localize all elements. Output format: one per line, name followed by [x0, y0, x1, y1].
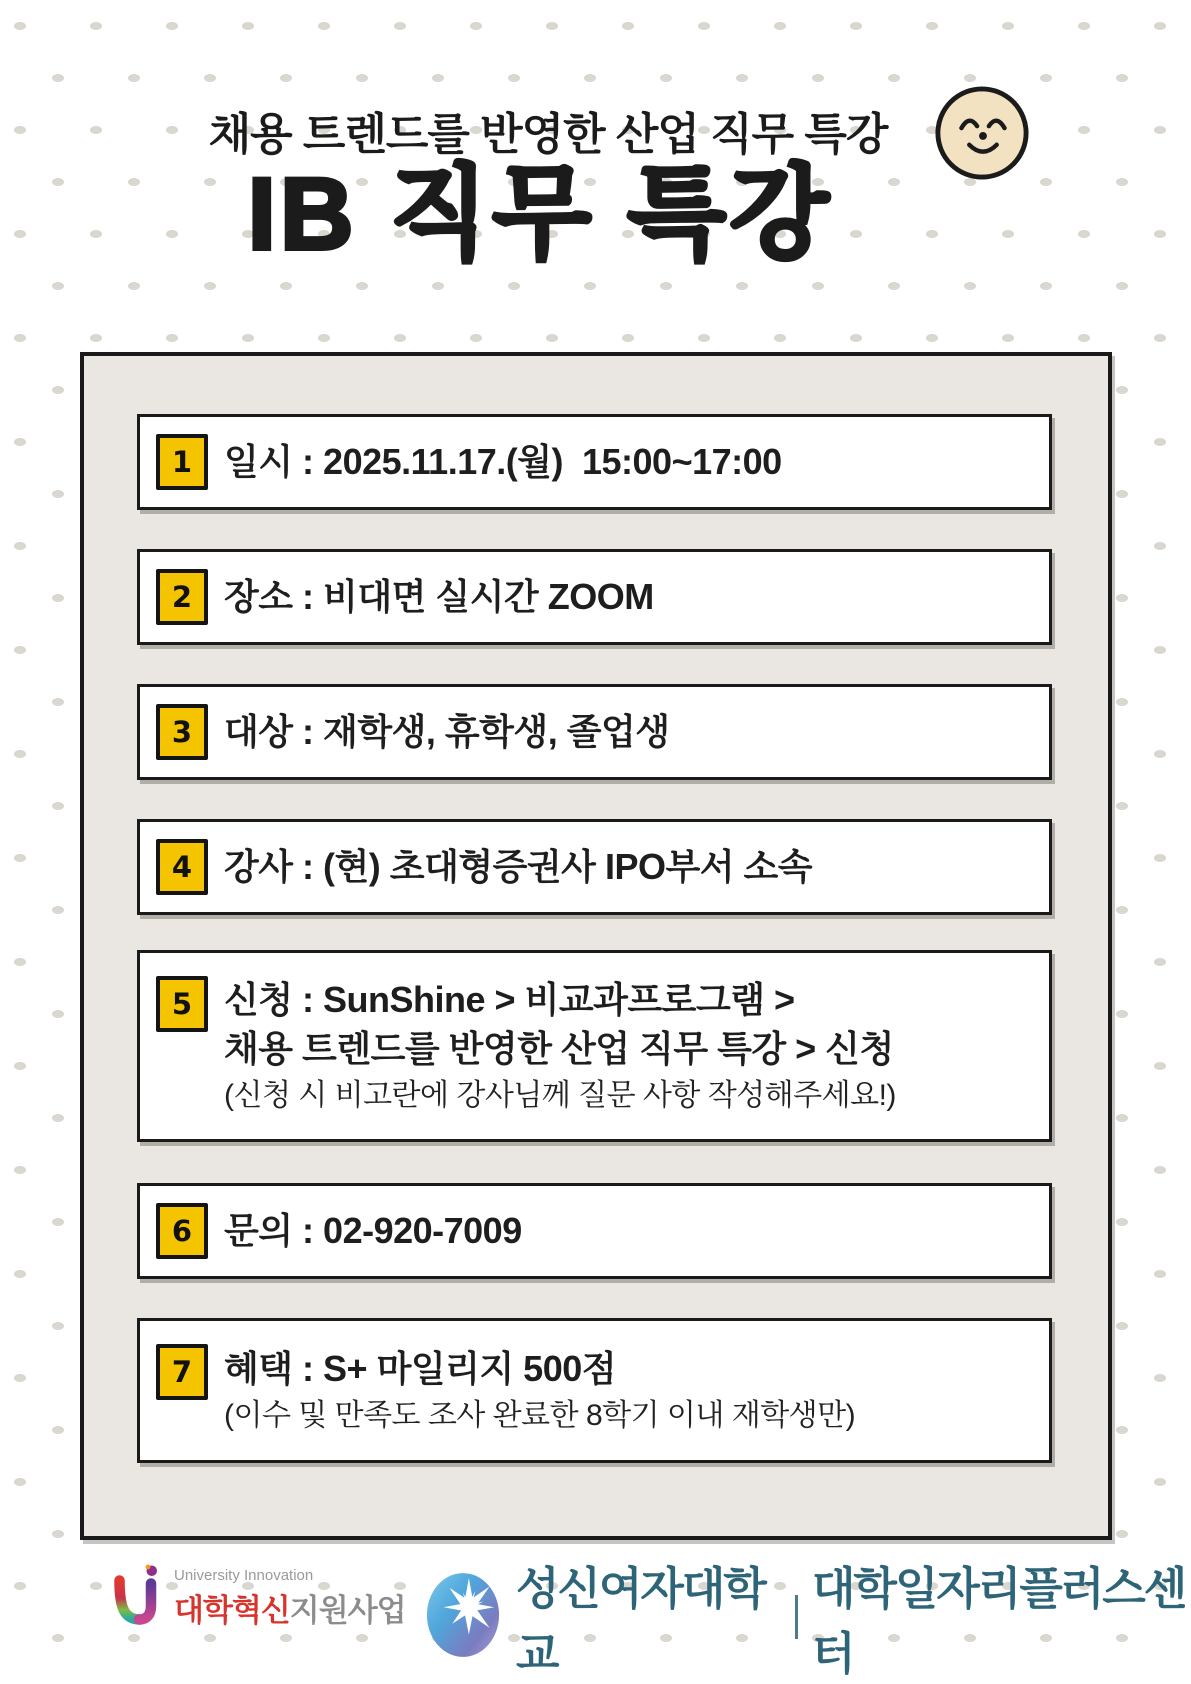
- text-line: 장소 : 비대면 실시간 ZOOM: [224, 576, 654, 618]
- item-5-text: [224, 975, 896, 1118]
- university-innovation-logo: [112, 1564, 406, 1632]
- item-4-number-badge: [156, 839, 208, 895]
- item-2-text: [224, 572, 654, 622]
- uip-logo-text-red: 대학혁신: [174, 1593, 290, 1628]
- item-6-text: [224, 1206, 522, 1256]
- uip-logo-text: [174, 1567, 406, 1632]
- item-7-number-badge: [156, 1344, 208, 1400]
- text-line: 일시 : 2025.11.17.(월) 15:00~17:00: [224, 441, 782, 483]
- badge-number: 1: [171, 445, 193, 479]
- info-panel: [80, 352, 1112, 1540]
- footer: [0, 1552, 1191, 1679]
- uip-logo-icon: [112, 1564, 166, 1632]
- sungshin-text: [516, 1552, 1191, 1682]
- badge-number: 4: [171, 850, 193, 884]
- text-line: 혜택 : S+ 마일리지 500점: [224, 1347, 617, 1389]
- text-line-note: (신청 시 비고란에 강사님께 질문 사항 작성해주세요!): [224, 1078, 896, 1112]
- item-5-number-badge: [156, 976, 208, 1032]
- item-3-text: [224, 707, 670, 757]
- info-box-contact: [137, 1183, 1052, 1279]
- footer-divider: [795, 1595, 798, 1639]
- sungshin-univ-name: 성신여자대학교: [516, 1563, 765, 1679]
- item-2-number-badge: [156, 569, 208, 625]
- badge-number: 2: [171, 580, 193, 614]
- badge-number: 3: [171, 715, 193, 749]
- info-box-target: [137, 684, 1052, 780]
- item-3-number-badge: [156, 704, 208, 760]
- badge-number: 5: [171, 987, 193, 1021]
- badge-number: 7: [171, 1355, 193, 1389]
- text-line: 채용 트렌드를 반영한 산업 직무 특강 > 신청: [224, 1028, 894, 1070]
- info-box-apply: [137, 950, 1052, 1142]
- item-4-text: [224, 842, 812, 892]
- poster-title: IB 직무 특강: [247, 157, 833, 271]
- item-6-number-badge: [156, 1203, 208, 1259]
- sungshin-emblem-icon: [424, 1568, 502, 1667]
- info-box-date: [137, 414, 1052, 510]
- job-center-name: 대학일자리플러스센터: [812, 1563, 1186, 1679]
- sungshin-logo-group: [424, 1552, 1191, 1682]
- text-line: 신청 : SunShine > 비교과프로그램 >: [224, 978, 795, 1020]
- uip-logo-text-gray: 지원사업: [289, 1593, 406, 1628]
- text-line: 대상 : 재학생, 휴학생, 졸업생: [224, 711, 670, 753]
- item-1-text: [224, 437, 782, 487]
- text-line: 문의 : 02-920-7009: [224, 1210, 522, 1252]
- text-line-note: (이수 및 만족도 조사 완료한 8학기 이내 재학생만): [224, 1398, 856, 1432]
- poster-subtitle: 채용 트렌드를 반영한 산업 직무 특강: [208, 110, 888, 159]
- badge-number: 6: [171, 1214, 193, 1248]
- info-box-place: [137, 549, 1052, 645]
- item-1-number-badge: [156, 434, 208, 490]
- info-box-lecturer: [137, 819, 1052, 915]
- uip-logo-text-en: University Innovation: [174, 1567, 314, 1584]
- text-line: 강사 : (현) 초대형증권사 IPO부서 소속: [224, 846, 813, 888]
- info-box-benefit: [137, 1318, 1052, 1463]
- smiley-face-icon: [933, 84, 1031, 182]
- item-7-text: [224, 1344, 855, 1437]
